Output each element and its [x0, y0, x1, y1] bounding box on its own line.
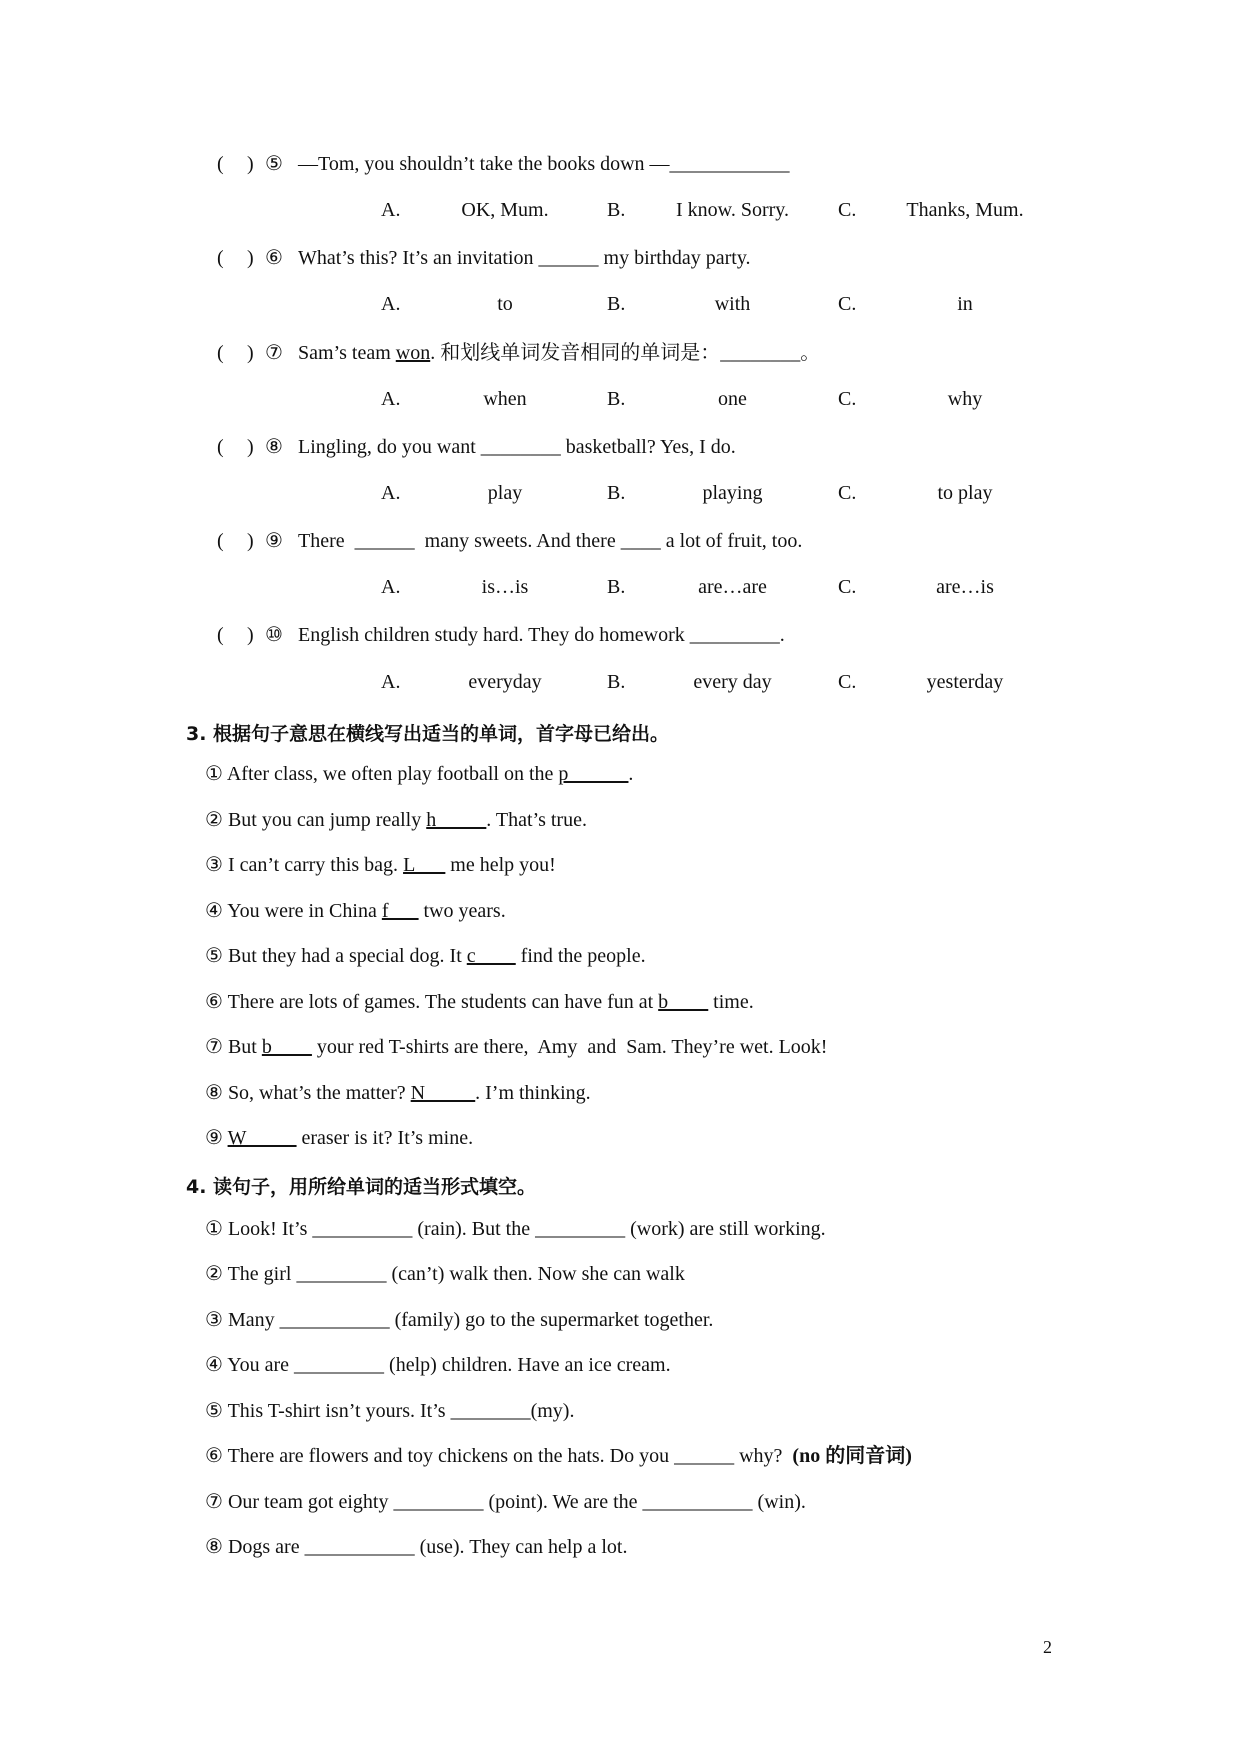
option-label: B. — [607, 671, 626, 693]
item-number: ① — [205, 763, 223, 785]
option-text: to — [497, 293, 513, 315]
fill-item-7: ⑦ But b____ your red T-shirts are there, Amy and Sam. They’re wet. Look! — [205, 1036, 828, 1058]
option-text: play — [487, 482, 523, 504]
question-number: ⑨ — [265, 530, 283, 552]
option-label: C. — [838, 576, 857, 598]
option-text: Thanks, Mum. — [906, 199, 1024, 221]
fill-item-1: ① After class, we often play football on the p______. — [205, 763, 634, 785]
section-4-heading: 4. 读句子，用所给单词的适当形式填空。 — [186, 1176, 537, 1198]
fill-item-5: ⑤ But they had a special dog. It c____ find the people. — [205, 945, 646, 967]
answer-blank[interactable]: p______ — [558, 763, 629, 785]
page-number: 2 — [1043, 1637, 1052, 1657]
option-label: B. — [607, 482, 626, 504]
hint-bold: (no 的同音词) — [792, 1445, 912, 1467]
form-item-6: ⑥ There are flowers and toy chickens on the hats. Do you ______ why? (no 的同音词) — [205, 1445, 912, 1467]
fill-item-3: ③ I can’t carry this bag. L___ me help you! — [205, 854, 556, 876]
item-number: ⑧ — [205, 1082, 223, 1104]
form-item-5: ⑤ This T-shirt isn’t yours. It’s ________(my). — [205, 1400, 575, 1422]
question-number: ⑦ — [265, 342, 283, 364]
answer-blank[interactable]: b____ — [658, 991, 709, 1013]
option-label: B. — [607, 199, 626, 221]
option-text: one — [718, 388, 747, 410]
fill-item-6: ⑥ There are lots of games. The students can have fun at b____ time. — [205, 991, 754, 1013]
option-text: are…are — [698, 576, 767, 598]
option-text: in — [957, 293, 973, 315]
item-number: ⑨ — [205, 1127, 223, 1149]
question-number: ⑥ — [265, 247, 283, 269]
answer-blank[interactable]: h_____ — [426, 809, 487, 831]
option-text: why — [947, 388, 983, 410]
option-label: C. — [838, 671, 857, 693]
item-number: ④ — [205, 1354, 223, 1376]
answer-blank[interactable]: W_____ — [227, 1127, 297, 1149]
question-text: What’s this? It’s an invitation ______ my birthday party. — [298, 247, 751, 269]
fill-item-2: ② But you can jump really h_____. That’s true. — [205, 809, 587, 831]
option-text: OK, Mum. — [461, 199, 549, 221]
option-label: A. — [381, 576, 401, 598]
fill-item-8: ⑧ So, what’s the matter? N_____. I’m thinking. — [205, 1082, 591, 1104]
option-text: to play — [937, 482, 993, 504]
answer-blank[interactable]: b____ — [261, 1036, 312, 1058]
option-text: is…is — [481, 576, 529, 598]
option-label: C. — [838, 293, 857, 315]
answer-blank[interactable]: c____ — [466, 945, 516, 967]
fill-item-9: ⑨ W_____ eraser is it? It’s mine. — [205, 1127, 474, 1149]
item-number: ⑧ — [205, 1536, 223, 1558]
option-label: B. — [607, 388, 626, 410]
fill-item-4: ④ You were in China f___ two years. — [205, 900, 506, 922]
form-item-3: ③ Many ___________ (family) go to the supermarket together. — [205, 1309, 714, 1331]
section-3-heading: 3. 根据句子意思在横线写出适当的单词，首字母已给出。 — [186, 723, 670, 745]
option-text: everyday — [468, 671, 542, 693]
question-text: —Tom, you shouldn’t take the books down —____________ — [298, 153, 790, 175]
item-number: ⑤ — [205, 945, 223, 967]
underlined-word: won — [395, 342, 431, 364]
item-number: ③ — [205, 1309, 223, 1331]
item-number: ② — [205, 809, 223, 831]
option-text: every day — [693, 671, 772, 693]
item-number: ① — [205, 1218, 223, 1240]
option-text: with — [714, 293, 751, 315]
item-number: ② — [205, 1263, 223, 1285]
question-number: ⑤ — [265, 153, 283, 175]
form-item-8: ⑧ Dogs are ___________ (use). They can help a lot. — [205, 1536, 628, 1558]
option-label: B. — [607, 293, 626, 315]
option-label: C. — [838, 388, 857, 410]
option-label: A. — [381, 671, 401, 693]
item-number: ④ — [205, 900, 223, 922]
answer-blank[interactable]: L___ — [403, 854, 446, 876]
option-text: yesterday — [926, 671, 1004, 693]
question-text: Sam’s team won. 和划线单词发音相同的单词是：________。 — [298, 342, 821, 364]
answer-blank[interactable]: N_____ — [410, 1082, 476, 1104]
item-number: ⑥ — [205, 991, 223, 1013]
option-label: A. — [381, 293, 401, 315]
form-item-1: ① Look! It’s __________ (rain). But the _________ (work) are still working. — [205, 1218, 826, 1240]
option-label: C. — [838, 482, 857, 504]
item-number: ⑦ — [205, 1036, 223, 1058]
form-item-2: ② The girl _________ (can’t) walk then. Now she can walk — [205, 1263, 685, 1285]
question-text: English children study hard. They do homework _________. — [298, 624, 785, 646]
question-number: ⑩ — [265, 624, 283, 646]
option-label: A. — [381, 482, 401, 504]
form-item-4: ④ You are _________ (help) children. Have an ice cream. — [205, 1354, 671, 1376]
option-label: A. — [381, 388, 401, 410]
item-number: ⑦ — [205, 1491, 223, 1513]
item-number: ⑥ — [205, 1445, 223, 1467]
option-text: playing — [702, 482, 763, 504]
form-item-7: ⑦ Our team got eighty _________ (point). We are the ___________ (win). — [205, 1491, 806, 1513]
option-text: when — [483, 388, 527, 410]
item-number: ⑤ — [205, 1400, 223, 1422]
question-text: There ______ many sweets. And there ____ a lot of fruit, too. — [298, 530, 803, 552]
question-text: Lingling, do you want ________ basketball? Yes, I do. — [298, 436, 736, 458]
option-text: are…is — [936, 576, 994, 598]
item-number: ③ — [205, 854, 223, 876]
answer-blank[interactable]: f___ — [381, 900, 419, 922]
option-label: B. — [607, 576, 626, 598]
option-label: C. — [838, 199, 857, 221]
option-text: I know. Sorry. — [676, 199, 789, 221]
question-number: ⑧ — [265, 436, 283, 458]
option-label: A. — [381, 199, 401, 221]
